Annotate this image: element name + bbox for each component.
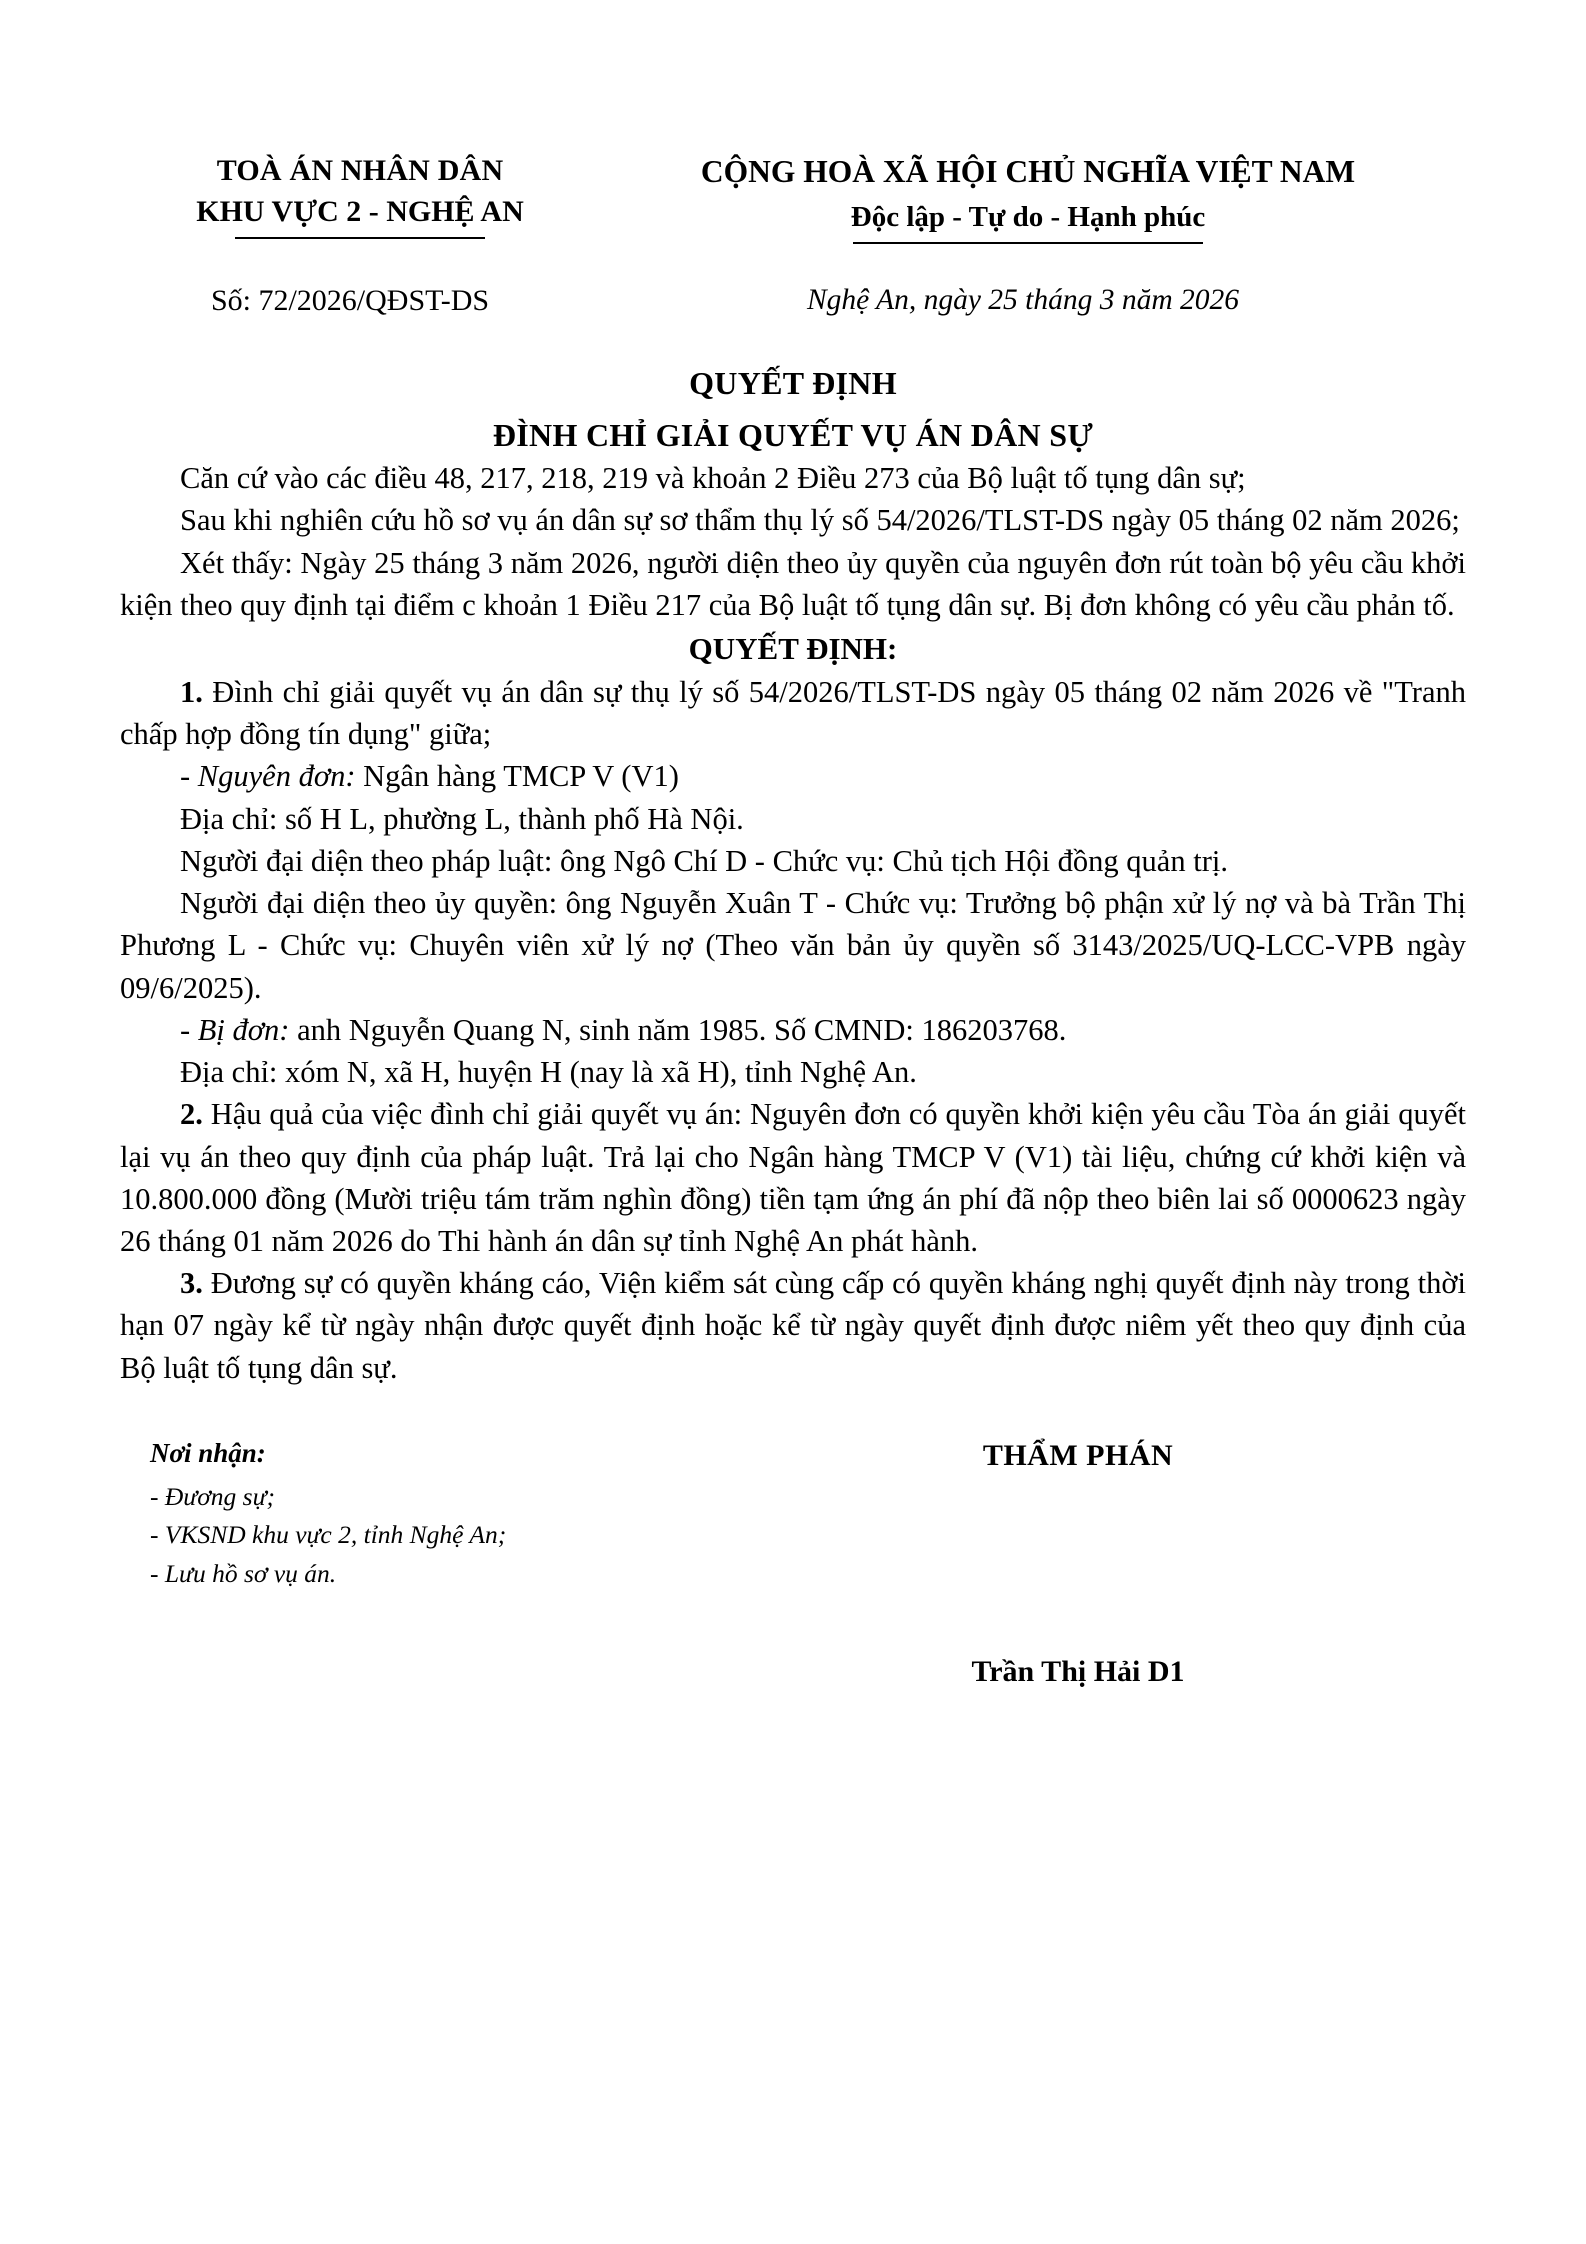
signature-block (720, 1435, 1466, 1693)
document-footer (120, 1435, 1466, 1693)
plaintiff-name: Ngân hàng TMCP V (V1) (355, 759, 679, 794)
recipients-list (150, 1478, 720, 1593)
national-heading (590, 150, 1466, 244)
authority-line-2: KHU VỰC 2 - NGHỆ AN (196, 195, 524, 229)
item-1-text: Đình chỉ giải quyết vụ án dân sự thụ lý số 54/2026/TLST-DS ngày 05 tháng 02 năm 2026 về "Tranh chấp hợp đồng tín dụng" giữa; (120, 674, 1466, 752)
signer-role: THẨM PHÁN (982, 1438, 1174, 1472)
list-item: - VKSND khu vực 2, tỉnh Nghệ An; (150, 1520, 507, 1550)
item-2-number: 2. (180, 1097, 203, 1132)
document-title: QUYẾT ĐỊNH (689, 364, 897, 401)
authority-line-1: TOÀ ÁN NHÂN DÂN (216, 154, 504, 187)
defendant-name: anh Nguyễn Quang N, sinh năm 1985. Số CMND: 186203768. (289, 1012, 1067, 1047)
recipients-block (120, 1435, 720, 1693)
document-subtitle: ĐÌNH CHỈ GIẢI QUYẾT VỤ ÁN DÂN SỰ (492, 417, 1094, 454)
paragraph-authorized-representative: Người đại diện theo ủy quyền: ông Nguyễn Xuân T - Chức vụ: Trưởng bộ phận xử lý nợ và bà Trần Thị Phương L - Chức vụ: Chuyên viên xử lý nợ (Theo văn bản ủy quyền số 3143/2025/UQ-LCC-VPB ngày 09/6/2025). (120, 886, 1466, 1005)
item-3-text: Đương sự có quyền kháng cáo, Viện kiểm sát cùng cấp có quyền kháng nghị quyết định này trong thời hạn 07 ngày kể từ ngày nhận được quyết định hoặc kể từ ngày quyết định được niêm yết theo quy định của Bộ luật tố tụng dân sự. (120, 1266, 1466, 1385)
paragraph-defendant (120, 1009, 1466, 1051)
item-3-number: 3. (180, 1266, 203, 1301)
paragraph-item-3 (120, 1262, 1466, 1389)
issuing-authority (120, 150, 590, 239)
paragraph-legal-representative: Người đại diện theo pháp luật: ông Ngô Chí D - Chức vụ: Chủ tịch Hội đồng quản trị. (180, 843, 1228, 878)
item-1-number: 1. (180, 674, 203, 709)
paragraph-case-review: Sau khi nghiên cứu hồ sơ vụ án dân sự sơ thẩm thụ lý số 54/2026/TLST-DS ngày 05 tháng 02 năm 2026; (180, 503, 1460, 538)
signer-name: Trần Thị Hải D1 (971, 1655, 1185, 1689)
place-and-date: Nghệ An, ngày 25 tháng 3 năm 2026 (806, 283, 1240, 316)
recipients-title: Nơi nhận: (150, 1437, 266, 1468)
paragraph-plaintiff (120, 755, 1466, 797)
document-subheader (120, 280, 1466, 321)
motto-underline (853, 242, 1203, 244)
list-item: - Đương sự; (150, 1482, 275, 1512)
defendant-label: - Bị đơn: (180, 1012, 290, 1047)
item-2-text: Hậu quả của việc đình chỉ giải quyết vụ án: Nguyên đơn có quyền khởi kiện yêu cầu Tòa án giải quyết lại vụ án theo quy định của pháp luật. Trả lại cho Ngân hàng TMCP V (V1) tài liệu, chứng cứ khởi kiện và 10.800.000 đồng (Mười triệu tám trăm nghìn đồng) tiền tạm ứng án phí đã nộp theo biên lai số 0000623 ngày 26 tháng 01 năm 2026 do Thi hành án dân sự tỉnh Nghệ An phát hành. (120, 1097, 1466, 1258)
paragraph-legal-basis: Căn cứ vào các điều 48, 217, 218, 219 và khoản 2 Điều 273 của Bộ luật tố tụng dân sự; (180, 461, 1246, 496)
decision-label: QUYẾT ĐỊNH: (688, 631, 898, 667)
document-number: Số: 72/2026/QĐST-DS (210, 283, 490, 317)
national-motto: Độc lập - Tự do - Hạnh phúc (850, 201, 1206, 234)
plaintiff-label: - Nguyên đơn: (180, 759, 356, 794)
paragraph-item-2 (120, 1093, 1466, 1262)
paragraph-consideration: Xét thấy: Ngày 25 tháng 3 năm 2026, người diện theo ủy quyền của nguyên đơn rút toàn bộ yêu cầu khởi kiện theo quy định tại điểm c khoản 1 Điều 217 của Bộ luật tố tụng dân sự. Bị đơn không có yêu cầu phản tố. (120, 545, 1466, 622)
paragraph-defendant-address: Địa chỉ: xóm N, xã H, huyện H (nay là xã H), tỉnh Nghệ An. (180, 1055, 917, 1090)
country-name: CỘNG HOÀ XÃ HỘI CHỦ NGHĨA VIỆT NAM (700, 154, 1356, 189)
paragraph-plaintiff-address: Địa chỉ: số H L, phường L, thành phố Hà Nội. (180, 801, 744, 836)
document-header (120, 150, 1466, 244)
list-item: - Lưu hồ sơ vụ án. (150, 1558, 337, 1588)
document-body (120, 150, 1466, 1693)
paragraph-item-1 (120, 671, 1466, 755)
authority-underline (235, 237, 485, 239)
